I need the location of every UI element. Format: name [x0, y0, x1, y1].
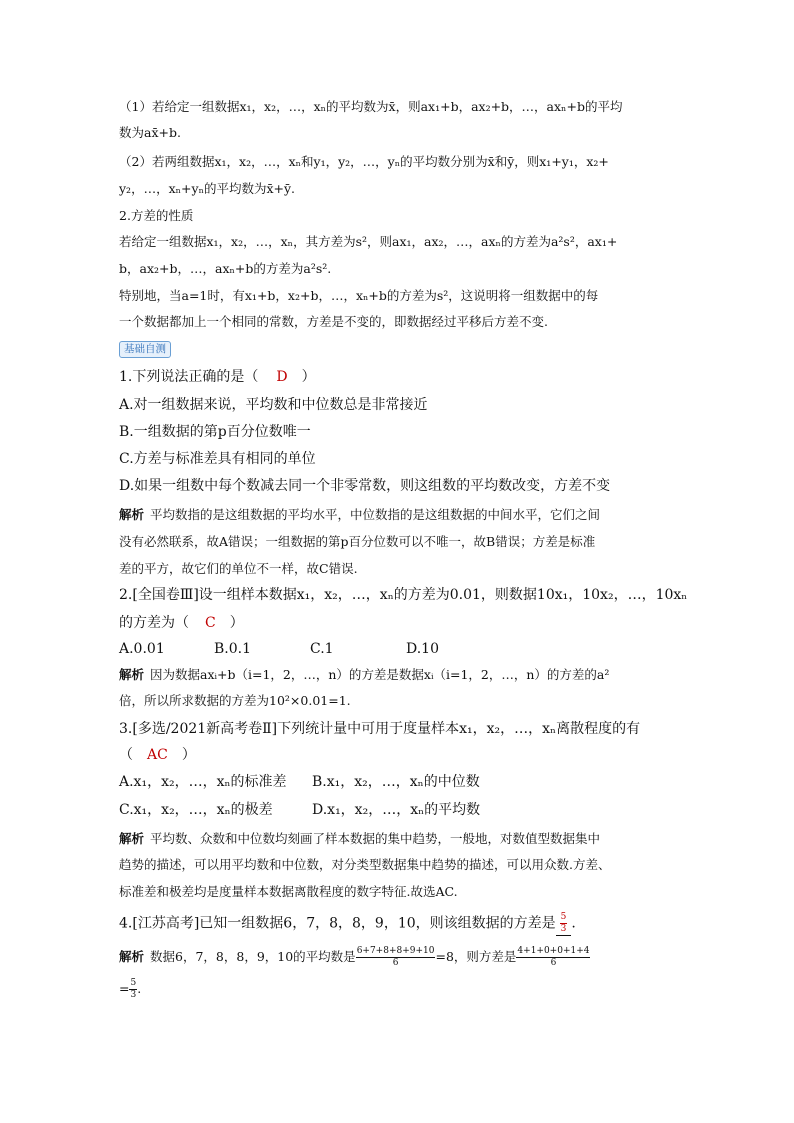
mean-property-1-line-1: （1）若给定一组数据x₁，x₂，…，xₙ的平均数为x̄，则ax₁+b，ax₂+b，…，axₙ+b的平均	[119, 99, 623, 114]
q2-explanation-line-2: 倍，所以所求数据的方差为10²×0.01=1.	[119, 693, 351, 708]
q3-options-row-1	[119, 773, 480, 791]
q1-answer: D	[276, 369, 288, 385]
q3-option-a: A.x₁，x₂，…，xₙ的标准差	[119, 774, 287, 790]
q3-explanation-line-1	[119, 830, 600, 848]
q1-explanation-text-1: 平均数指的是这组数据的平均水平，中位数指的是这组数据的中间水平，它们之间	[150, 507, 601, 522]
q1-option-b: B.一组数据的第p百分位数唯一	[119, 424, 311, 440]
q2-options	[119, 640, 439, 658]
q4-variance-fraction	[516, 946, 590, 969]
q2-answer: C	[205, 615, 216, 631]
q4-explanation-line-2	[119, 978, 141, 1001]
q4-explanation-end: .	[137, 981, 142, 996]
q3-option-c: C.x₁，x₂，…，xₙ的极差	[119, 802, 273, 818]
section-badge-self-test: 基础自测	[119, 341, 171, 358]
q2-stem-text: 的方差为（	[119, 615, 189, 631]
q2-option-c: C.1	[310, 641, 334, 657]
q3-close: ）	[181, 747, 196, 763]
q4-explanation-text-b: =8，则方差是	[435, 949, 517, 964]
q2-option-a: A.0.01	[119, 641, 165, 657]
q1-close: ）	[301, 369, 316, 385]
q4-result-numerator: 5	[130, 978, 137, 988]
q2-option-b: B.0.1	[214, 641, 252, 657]
q3-explanation-line-3: 标准差和极差均是度量样本数据离散程度的数字特征.故选AC.	[119, 884, 458, 899]
q4-answer-fraction	[560, 912, 568, 935]
q3-open: （	[119, 747, 133, 763]
q1-explanation-line-1	[119, 506, 600, 524]
variance-property-line-4: 一个数据都加上一个相同的常数，方差是不变的，即数据经过平移后方差不变.	[119, 314, 548, 329]
q2-option-d: D.10	[406, 641, 439, 657]
variance-property-line-1: 若给定一组数据x₁，x₂，…，xₙ，其方差为s²，则ax₁，ax₂，…，axₙ的方差为a²s²，ax₁+	[119, 234, 618, 249]
q3-option-b: B.x₁，x₂，…，xₙ的中位数	[312, 774, 480, 790]
q2-explanation-line-1	[119, 666, 609, 684]
q2-explanation-label: 解析	[119, 667, 145, 682]
q4-mean-denominator: 6	[392, 958, 399, 968]
q3-explanation-text-1: 平均数、众数和中位数均刻画了样本数据的集中趋势，一般地，对数值型数据集中	[150, 831, 601, 846]
variance-property-line-2: b，ax₂+b，…，axₙ+b的方差为a²s².	[119, 261, 332, 276]
q4-variance-numerator: 4+1+0+0+1+4	[517, 946, 590, 956]
q4-explanation-text-a: 数据6，7，8，8，9，10的平均数是	[150, 949, 356, 964]
q2-stem-line-2	[119, 614, 244, 632]
q3-options-row-2	[119, 801, 480, 819]
q4-stem-end: .	[571, 915, 576, 932]
q4-stem	[119, 912, 576, 936]
q1-option-c: C.方差与标准差具有相同的单位	[119, 451, 316, 467]
section-heading-variance-properties: 2.方差的性质	[119, 208, 194, 223]
q4-stem-text: 4.[江苏高考]已知一组数据6，7，8，8，9，10，则该组数据的方差是	[119, 915, 556, 932]
q4-result-denominator: 3	[130, 990, 137, 1000]
q2-close: ）	[229, 615, 244, 631]
q1-stem	[119, 368, 316, 386]
q4-explanation-label: 解析	[119, 949, 145, 964]
q3-answer: AC	[147, 747, 168, 763]
q4-answer-denominator: 3	[560, 924, 567, 934]
q4-answer-numerator: 5	[560, 912, 567, 922]
q1-explanation-line-2: 没有必然联系，故A错误；一组数据的第p百分位数可以不唯一，故B错误；方差是标准	[119, 534, 596, 549]
q4-equals: =	[119, 981, 130, 996]
q1-option-a: A.对一组数据来说，平均数和中位数总是非常接近	[119, 397, 428, 413]
mean-property-2-line-2: y₂，…，xₙ+yₙ的平均数为x̄+ȳ.	[119, 181, 296, 196]
q3-stem-line-1: 3.[多选/2021新高考卷Ⅱ]下列统计量中可用于度量样本x₁，x₂，…，xₙ离散程度的有	[119, 721, 641, 737]
q4-mean-fraction	[356, 946, 436, 969]
q1-stem-text: 1.下列说法正确的是（	[119, 369, 259, 385]
q2-explanation-text-1: 因为数据axᵢ+b（i=1，2，…，n）的方差是数据xᵢ（i=1，2，…，n）的方差的a²	[150, 667, 610, 682]
q1-option-d: D.如果一组数中每个数减去同一个非零常数，则这组数的平均数改变，方差不变	[119, 478, 611, 494]
variance-property-line-3: 特别地，当a=1时，有x₁+b，x₂+b，…，xₙ+b的方差为s²，这说明将一组数据中的每	[119, 288, 599, 303]
mean-property-2-line-1: （2）若两组数据x₁，x₂，…，xₙ和y₁，y₂，…，yₙ的平均数分别为x̄和ȳ，则x₁+y₁，x₂+	[119, 154, 609, 169]
mean-property-1-line-2: 数为ax̄+b.	[119, 125, 181, 140]
q4-answer-blank	[556, 912, 572, 936]
q4-mean-numerator: 6+7+8+8+9+10	[356, 946, 435, 956]
q1-explanation-line-3: 差的平方，故它们的单位不一样，故C错误.	[119, 561, 358, 576]
q4-variance-denominator: 6	[550, 958, 557, 968]
q1-explanation-label: 解析	[119, 507, 145, 522]
q3-explanation-label: 解析	[119, 831, 145, 846]
q3-explanation-line-2: 趋势的描述，可以用平均数和中位数，对分类型数据集中趋势的描述，可以用众数.方差、	[119, 857, 611, 872]
q2-stem-line-1: 2.[全国卷Ⅲ]设一组样本数据x₁，x₂，…，xₙ的方差为0.01，则数据10x₁，10x₂，…，10xₙ	[119, 587, 688, 603]
q3-stem-line-2	[119, 746, 196, 764]
q4-explanation-line-1	[119, 946, 590, 969]
q3-option-d: D.x₁，x₂，…，xₙ的平均数	[312, 802, 481, 818]
